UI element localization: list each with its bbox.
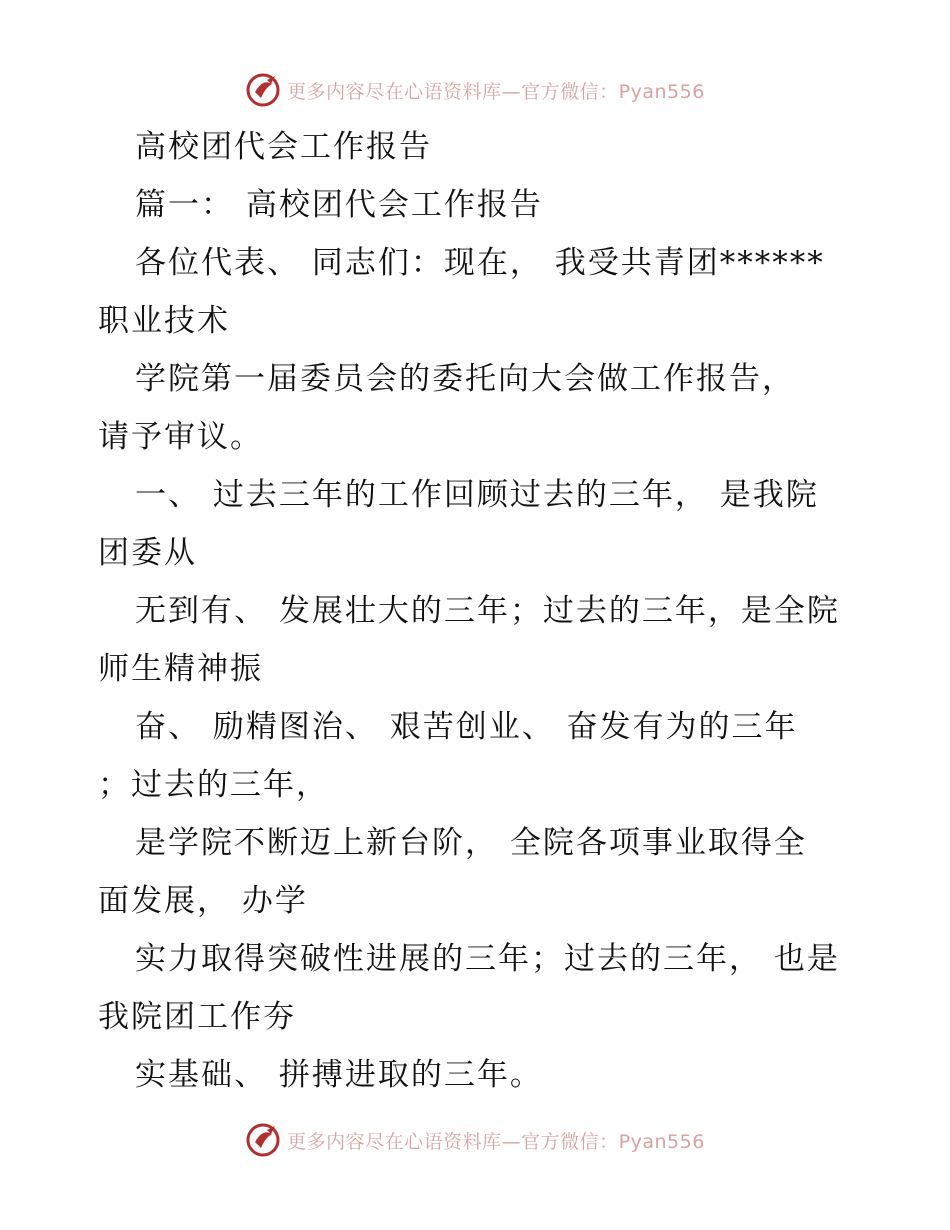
watermark-text: 更多内容尽在心语资料库—官方微信：Pyan556 [287, 80, 705, 103]
text-line: 实基础、 拼搏进取的三年。 [135, 1057, 543, 1093]
brand-logo-icon [245, 1122, 281, 1158]
footer-watermark [0, 1120, 950, 1160]
text-line: 我院团工作夯 [98, 999, 296, 1035]
document-body [98, 118, 858, 1104]
text-line: 篇一： 高校团代会工作报告 [135, 187, 543, 223]
text-line: 无到有、 发展壮大的三年；过去的三年，是全院 [135, 593, 840, 629]
text-line: 实力取得突破性进展的三年；过去的三年， 也是 [135, 941, 840, 977]
text-line: 职业技术 [98, 303, 230, 339]
watermark-text: 更多内容尽在心语资料库—官方微信：Pyan556 [287, 1130, 705, 1153]
text-line: ；过去的三年， [98, 767, 329, 803]
text-line: 是学院不断迈上新台阶， 全院各项事业取得全 [135, 825, 807, 861]
text-line: 高校团代会工作报告 [135, 129, 432, 165]
text-line: 学院第一届委员会的委托向大会做工作报告， [135, 361, 795, 397]
text-line: 团委从 [98, 535, 197, 571]
text-line: 师生精神振 [98, 651, 263, 687]
text-line: 各位代表、 同志们：现在， 我受共青团****** [135, 245, 825, 281]
brand-logo-icon [245, 72, 281, 108]
text-line: 面发展， 办学 [98, 883, 308, 919]
text-line: 奋、 励精图治、 艰苦创业、 奋发有为的三年 [135, 709, 798, 745]
text-line: 一、 过去三年的工作回顾过去的三年， 是我院 [135, 477, 819, 513]
header-watermark [0, 70, 950, 110]
text-line: 请予审议。 [98, 419, 263, 455]
